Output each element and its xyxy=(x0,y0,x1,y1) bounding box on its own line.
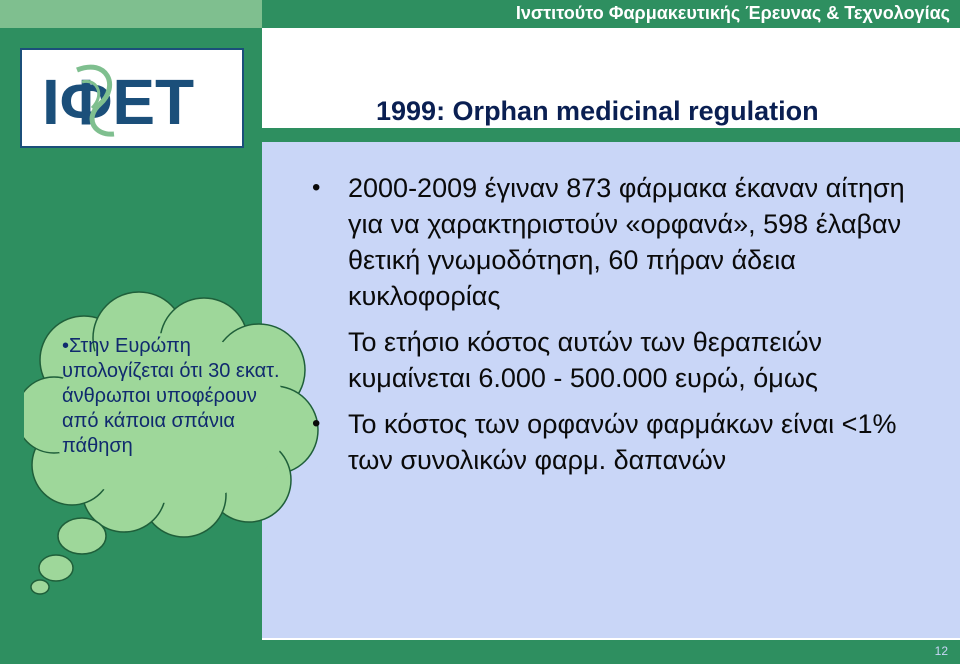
bullet-text: Το κόστος των ορφανών φαρμάκων είναι <1% των συνολικών φαρμ. δαπανών xyxy=(348,409,897,475)
slide-title: 1999: Orphan medicinal regulation xyxy=(376,96,819,126)
bullet-text: 2000-2009 έγιναν 873 φάρμακα έκαναν αίτηση για να χαρακτηριστούν «ορφανά», 598 έλαβαν θετική γνωμοδότηση, 60 πήραν άδεια κυκλοφορίας xyxy=(348,173,905,311)
bullet-marker: • xyxy=(312,174,321,201)
left-top-strip xyxy=(0,0,262,28)
header-bar xyxy=(262,0,960,28)
bullet-marker: • xyxy=(312,410,321,437)
bullet-item xyxy=(312,324,932,396)
bottom-strip xyxy=(262,640,960,664)
bullet-item xyxy=(312,170,932,314)
institute-name: Ινστιτούτο Φαρμακευτικής Έρευνας & Τεχνολογίας xyxy=(515,3,950,23)
bullet-list xyxy=(312,170,932,492)
bottom-bar xyxy=(0,640,960,664)
ifet-logo-icon xyxy=(22,50,242,146)
bullet-item xyxy=(312,406,932,478)
title-divider xyxy=(262,128,960,142)
logo-text: ΙΦΕΤ xyxy=(42,66,195,138)
bullet-text: Το ετήσιο κόστος αυτών των θεραπειών κυμαίνεται 6.000 - 500.000 ευρώ, όμως xyxy=(348,327,822,393)
page-number: 12 xyxy=(934,644,948,658)
logo xyxy=(20,48,244,148)
callout-text: •Στην Ευρώπη υπολογίζεται ότι 30 εκατ. άνθρωποι υποφέρουν από κάποια σπάνια πάθηση xyxy=(62,335,280,457)
